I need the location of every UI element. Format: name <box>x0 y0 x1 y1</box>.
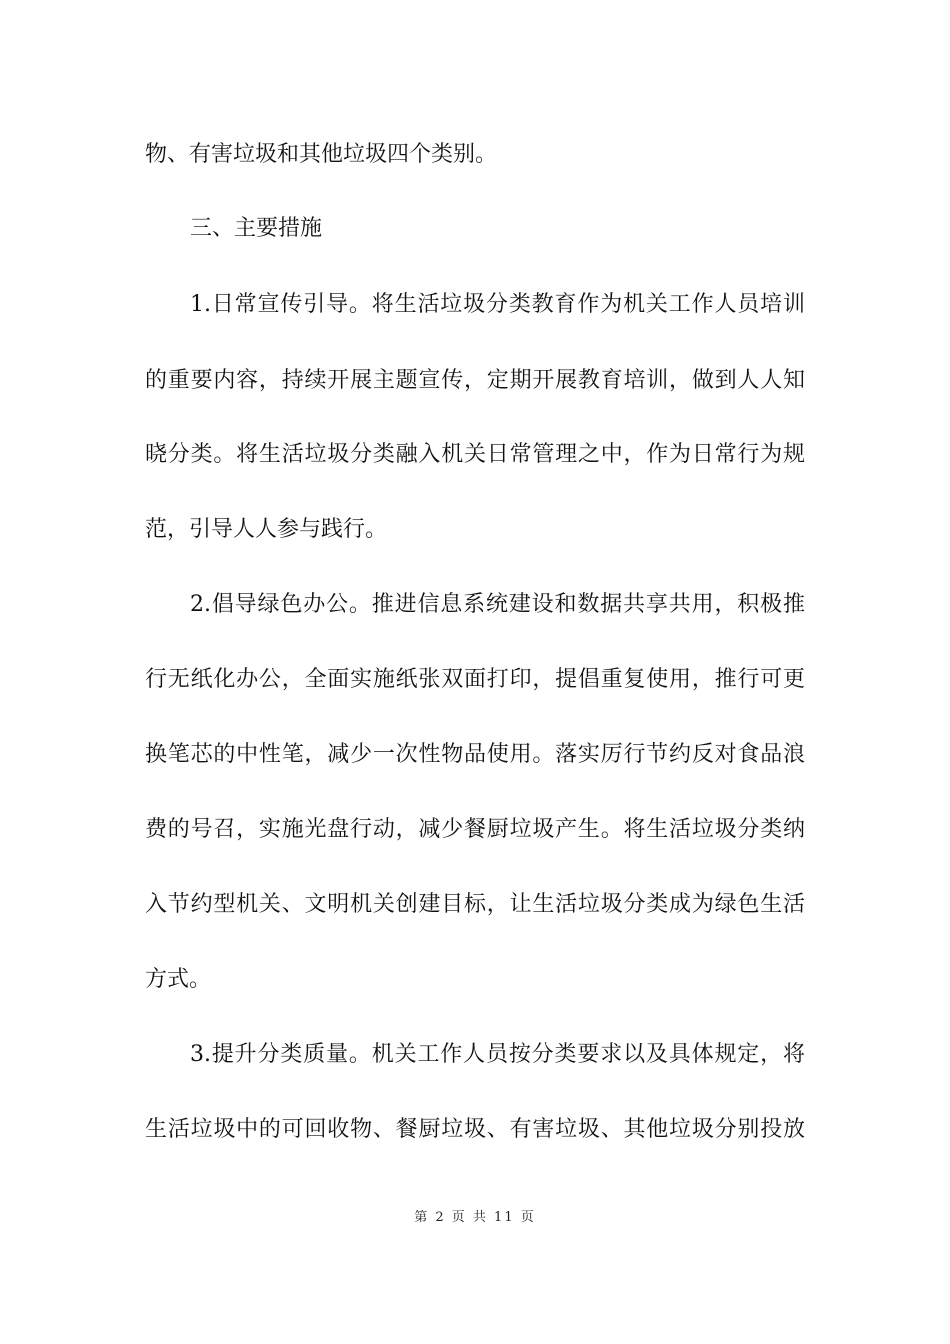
text-line: 费的号召，实施光盘行动，减少餐厨垃圾产生。将生活垃圾分类纳 <box>145 817 805 842</box>
text-line: 物、有害垃圾和其他垃圾四个类别。 <box>145 142 498 167</box>
text-line: 2.倡导绿色办公。推进信息系统建设和数据共享共用，积极推 <box>190 592 805 617</box>
text-line: 行无纸化办公，全面实施纸张双面打印，提倡重复使用，推行可更 <box>145 667 805 692</box>
text-line: 范，引导人人参与践行。 <box>145 517 388 542</box>
text-line: 的重要内容，持续开展主题宣传，定期开展教育培训，做到人人知 <box>145 368 805 393</box>
text-line: 方式。 <box>145 967 212 992</box>
text-line: 晓分类。将生活垃圾分类融入机关日常管理之中，作为日常行为规 <box>145 442 805 467</box>
text-line: 入节约型机关、文明机关创建目标，让生活垃圾分类成为绿色生活 <box>145 892 805 917</box>
section-heading: 三、主要措施 <box>190 216 323 241</box>
text-line: 换笔芯的中性笔，减少一次性物品使用。落实厉行节约反对食品浪 <box>145 742 805 767</box>
text-line: 生活垃圾中的可回收物、餐厨垃圾、有害垃圾、其他垃圾分别投放 <box>145 1117 805 1142</box>
text-line: 3.提升分类质量。机关工作人员按分类要求以及具体规定，将 <box>190 1042 805 1067</box>
text-line: 1.日常宣传引导。将生活垃圾分类教育作为机关工作人员培训 <box>190 292 805 317</box>
page-number-footer: 第 2 页 共 11 页 <box>414 1210 536 1225</box>
